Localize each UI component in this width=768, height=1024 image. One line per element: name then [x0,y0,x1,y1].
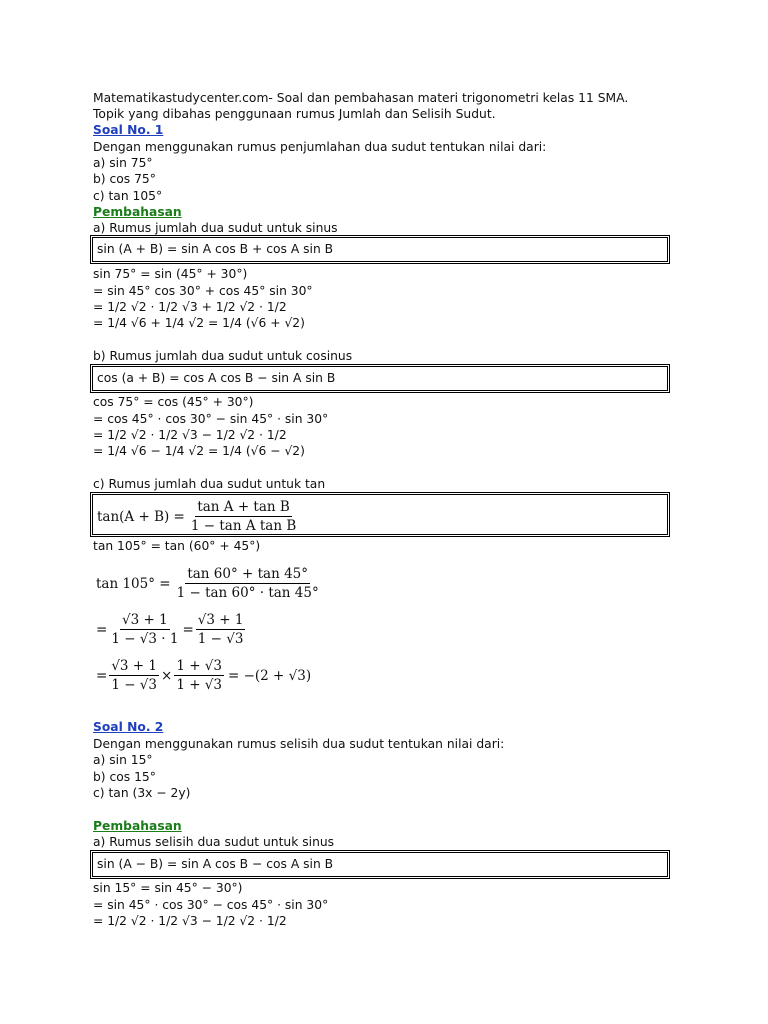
tan105-numerator: tan 60° + tan 45° [187,566,308,582]
soal-1-question: Dengan menggunakan rumus penjumlahan dua sudut tentukan nilai dari: [93,140,547,154]
tan-derivation-line-3 [96,658,311,693]
soal-1-item: b) cos 75° [93,172,156,186]
intro-line-1: Matematikastudycenter.com- Soal dan pembahasan materi trigonometri kelas 11 SMA. [93,91,629,105]
soal-2-question: Dengan menggunakan rumus selisih dua sudut tentukan nilai dari: [93,737,505,751]
fraction-numerator: √3 + 1 [111,658,157,674]
soal-1-item: c) tan 105° [93,189,163,203]
tan-derivation-line-1 [96,566,321,601]
equals-sign: = [182,621,194,638]
tan-formula-numerator: tan A + tan B [197,499,290,515]
fraction-denominator: 1 − √3 [111,677,157,693]
equals-sign: = [96,621,108,638]
sinus-diff-title: a) Rumus selisih dua sudut untuk sinus [93,835,335,849]
soal-2-title[interactable]: Soal No. 2 [93,720,164,734]
sinus-diff-step: sin 15° = sin 45° − 30°) [93,881,243,895]
sinus-sum-title: a) Rumus jumlah dua sudut untuk sinus [93,221,338,235]
fraction-numerator: √3 + 1 [197,612,244,628]
tan-formula-denominator: 1 − tan A tan B [190,518,297,534]
tan105-result: = −(2 + √3) [228,667,312,684]
sinus-step: = sin 45° cos 30° + cos 45° sin 30° [93,284,313,298]
soal-1-title[interactable]: Soal No. 1 [93,123,164,137]
tan105-denominator: 1 − tan 60° · tan 45° [176,585,319,601]
tan-sum-title: c) Rumus jumlah dua sudut untuk tan [93,477,326,491]
tan105-lhs: tan 105° = [96,575,171,592]
sinus-diff-formula-box: sin (A − B) = sin A cos B − cos A sin B [90,850,670,879]
fraction-denominator: 1 − √3 [197,631,244,647]
sinus-step: = 1/2 √2 · 1/2 √3 + 1/2 √2 · 1/2 [93,300,287,314]
cosinus-step: = 1/4 √6 − 1/4 √2 = 1/4 (√6 − √2) [93,444,305,458]
pembahasan-2-title[interactable]: Pembahasan [93,819,182,833]
cosinus-sum-title: b) Rumus jumlah dua sudut untuk cosinus [93,349,353,363]
equals-sign: = [96,667,108,684]
tan-sum-formula-box [90,492,670,537]
sinus-diff-step: = 1/2 √2 · 1/2 √3 − 1/2 √2 · 1/2 [93,914,287,928]
sinus-diff-step: = sin 45° · cos 30° − cos 45° · sin 30° [93,898,329,912]
pembahasan-1-title[interactable]: Pembahasan [93,205,182,219]
cosinus-step: = cos 45° · cos 30° − sin 45° · sin 30° [93,412,329,426]
sinus-step: sin 75° = sin (45° + 30°) [93,267,248,281]
tan-formula-lhs: tan(A + B) = [97,508,185,525]
soal-1-item: a) sin 75° [93,156,153,170]
times-sign: × [161,667,173,684]
soal-2-item: a) sin 15° [93,753,153,767]
fraction-denominator: 1 + √3 [176,677,222,693]
fraction-denominator: 1 − √3 · 1 [111,631,179,647]
cosinus-step: = 1/2 √2 · 1/2 √3 − 1/2 √2 · 1/2 [93,428,287,442]
tan-step: tan 105° = tan (60° + 45°) [93,539,261,553]
fraction-numerator: 1 + √3 [176,658,222,674]
cosinus-step: cos 75° = cos (45° + 30°) [93,395,254,409]
cosinus-sum-formula-box: cos (a + B) = cos A cos B − sin A sin B [90,364,670,393]
sinus-sum-formula-box: sin (A + B) = sin A cos B + cos A sin B [90,235,670,264]
fraction-numerator: √3 + 1 [122,612,168,628]
soal-2-item: b) cos 15° [93,770,156,784]
soal-2-item: c) tan (3x − 2y) [93,786,191,800]
tan-derivation-line-2 [96,612,245,647]
sinus-step: = 1/4 √6 + 1/4 √2 = 1/4 (√6 + √2) [93,316,305,330]
intro-line-2: Topik yang dibahas penggunaan rumus Jumlah dan Selisih Sudut. [93,107,496,121]
